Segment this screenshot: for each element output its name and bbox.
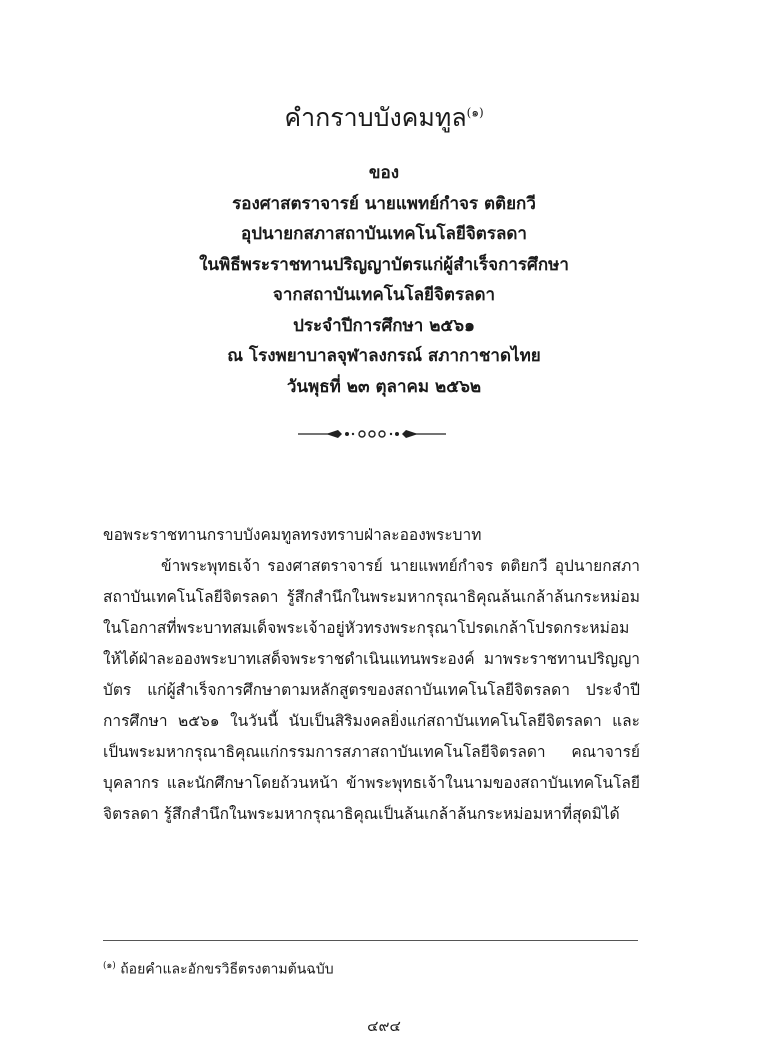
heading-block [0,158,768,402]
footnote [103,958,334,981]
salutation: ขอพระราชทานกราบบังคมทูลทรงทราบฝ่าละอองพระบาท [103,526,482,544]
heading-line: ณ โรงพยาบาลจุฬาลงกรณ์ สภากาชาดไทย [227,346,541,366]
footnote-text: ถ้อยคำและอักขรวิธีตรงตามต้นฉบับ [120,961,334,978]
title-footnote-mark: (๑) [466,105,484,120]
body-paragraph: ข้าพระพุทธเจ้า รองศาสตราจารย์ นายแพทย์กำจร ตติยกวี อุปนายกสภาสถาบันเทคโนโลยีจิตรลดา รู้สึกสำนึกในพระมหากรุณาธิคุณล้นเกล้าล้นกระหม่อม ในโอกาสที่พระบาทสมเด็จพระเจ้าอยู่หัวทรงพระกรุณาโปรดเกล้าโปรดกระหม่อม ให้ได้ฝ่าละอองพระบาทเสด็จพระราชดำเนินแทนพระองค์ มาพระราชทานปริญญาบัตร แก่ผู้สำเร็จการศึกษาตามหลักสูตรของสถาบันเทคโนโลยีจิตรลดา ประจำปีการศึกษา ๒๕๖๑ ในวันนี้ นับเป็นสิริมงคลยิ่งแก่สถาบันเทคโนโลยีจิตรลดา และเป็นพระมหากรุณาธิคุณแก่กรรมการสภาสถาบันเทคโนโลยีจิตรลดา คณาจารย์ บุคลากร และนักศึกษาโดยถ้วนหน้า ข้าพระพุทธเจ้าในนามของสถาบันเทคโนโลยีจิตรลดา รู้สึกสำนึกในพระมหากรุณาธิคุณเป็นล้นเกล้าล้นกระหม่อมหาที่สุดมิได้ [103,557,640,823]
footnote-rule [103,940,638,941]
heading-line: ประจำปีการศึกษา ๒๕๖๑ [293,315,475,336]
heading-line: ในพิธีพระราชทานปริญญาบัตรแก่ผู้สำเร็จการศึกษา [199,254,569,275]
page-title [0,98,768,138]
page-number: ๔๙๔ [367,1017,401,1035]
heading-line: อุปนายกสภาสถาบันเทคโนโลยีจิตรลดา [241,224,527,244]
heading-line: จากสถาบันเทคโนโลยีจิตรลดา [272,285,496,305]
heading-line: รองศาสตราจารย์ นายแพทย์กำจร ตติยกวี [232,193,536,214]
heading-line: วันพุธที่ ๒๓ ตุลาคม ๒๕๖๒ [286,376,482,397]
heading-line: ของ [368,163,400,183]
title-text: คำกราบบังคมทูล [284,103,467,132]
ornament-divider [298,424,446,444]
footnote-mark: (๑) [103,961,116,971]
body-text [103,520,640,830]
